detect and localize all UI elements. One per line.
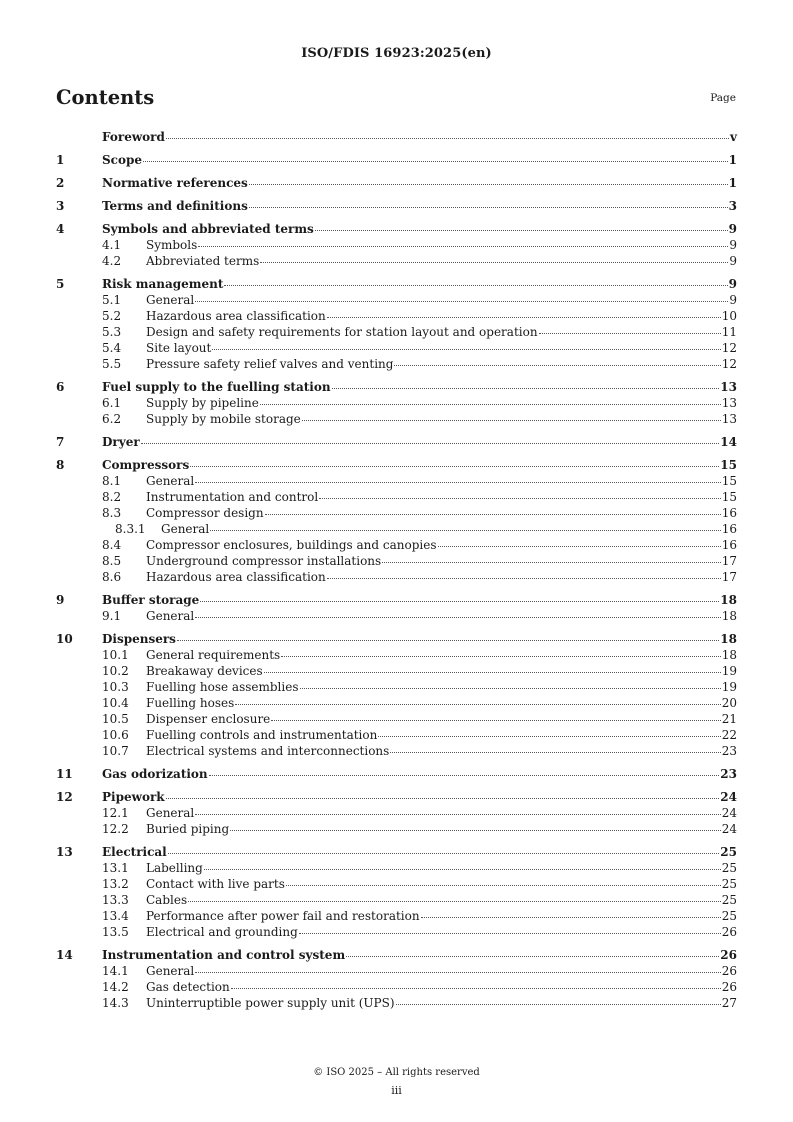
toc-entry-title[interactable]: Gas odorization xyxy=(102,767,208,781)
toc-entry[interactable] xyxy=(56,553,737,569)
toc-entry-title[interactable]: Dryer xyxy=(102,435,140,449)
toc-entry-number: 14.3 xyxy=(102,996,129,1010)
toc-entry-title[interactable]: Compressor design xyxy=(146,506,264,520)
toc-entry-title[interactable]: Underground compressor installations xyxy=(146,554,382,568)
toc-entry-number: 10.3 xyxy=(102,680,129,694)
toc-dot-leader xyxy=(302,420,721,421)
toc-entry-number: 5.2 xyxy=(102,309,122,323)
toc-entry-page[interactable]: 19 xyxy=(721,664,737,678)
toc-entry-title[interactable]: Contact with live parts xyxy=(146,877,285,891)
toc-entry-page[interactable]: 1 xyxy=(728,176,737,190)
toc-entry-page[interactable]: 27 xyxy=(721,996,737,1010)
toc-dot-leader xyxy=(286,885,721,886)
toc-entry-page[interactable]: 12 xyxy=(721,341,737,355)
toc-entry-page[interactable]: 10 xyxy=(721,309,737,323)
toc-entry-title[interactable]: Electrical xyxy=(102,845,167,859)
toc-entry-page[interactable]: 9 xyxy=(728,222,737,236)
toc-entry-page[interactable]: 26 xyxy=(720,948,737,962)
toc-entry-title[interactable]: Electrical systems and interconnections xyxy=(146,744,390,758)
toc-entry-page[interactable]: 11 xyxy=(721,325,737,339)
toc-entry-page[interactable]: 12 xyxy=(721,357,737,371)
toc-entry[interactable] xyxy=(56,844,737,860)
toc-entry-title[interactable]: Supply by pipeline xyxy=(146,396,259,410)
toc-entry[interactable] xyxy=(56,979,737,995)
toc-dot-leader xyxy=(141,443,720,444)
toc-entry-page[interactable]: 21 xyxy=(721,712,737,726)
toc-entry-number: 6.1 xyxy=(102,396,122,410)
toc-entry-number: 4.2 xyxy=(102,254,122,268)
toc-entry-page[interactable]: 25 xyxy=(721,877,737,891)
toc-entry-title[interactable]: General requirements xyxy=(146,648,281,662)
toc-entry[interactable] xyxy=(56,947,737,963)
toc-entry-title[interactable]: Dispensers xyxy=(102,632,176,646)
toc-entry[interactable] xyxy=(56,340,737,356)
toc-entry-number: 4.1 xyxy=(102,238,122,252)
toc-entry[interactable] xyxy=(56,253,737,269)
toc-dot-leader xyxy=(195,301,728,302)
toc-entry-page[interactable]: 15 xyxy=(720,458,737,472)
toc-entry-title[interactable]: Terms and definitions xyxy=(102,199,248,213)
toc-entry-title[interactable]: Instrumentation and control xyxy=(146,490,319,504)
toc-entry-number: 6 xyxy=(56,380,65,394)
toc-entry-number: 8.5 xyxy=(102,554,122,568)
toc-entry-title[interactable]: General xyxy=(146,293,195,307)
toc-entry-title[interactable]: Electrical and grounding xyxy=(146,925,298,939)
toc-entry-title[interactable]: Fuelling controls and instrumentation xyxy=(146,728,378,742)
toc-entry-page[interactable]: 17 xyxy=(721,570,737,584)
toc-entry[interactable] xyxy=(56,892,737,908)
table-of-contents xyxy=(56,129,737,1011)
toc-dot-leader xyxy=(209,775,720,776)
toc-dot-leader xyxy=(249,207,728,208)
toc-entry-page[interactable]: 18 xyxy=(720,593,737,607)
toc-dot-leader xyxy=(231,988,721,989)
toc-dot-leader xyxy=(143,161,728,162)
toc-entry-title[interactable]: Buffer storage xyxy=(102,593,200,607)
toc-entry[interactable] xyxy=(56,908,737,924)
toc-entry-page[interactable]: 24 xyxy=(720,790,737,804)
toc-entry-title[interactable]: Dispenser enclosure xyxy=(146,712,271,726)
toc-entry[interactable] xyxy=(56,766,737,782)
toc-entry-title[interactable]: Compressor enclosures, buildings and canopies xyxy=(146,538,437,552)
toc-entry-number: 10.4 xyxy=(102,696,129,710)
toc-entry-page[interactable]: 9 xyxy=(729,254,737,268)
toc-entry[interactable] xyxy=(56,963,737,979)
toc-entry[interactable] xyxy=(56,292,737,308)
contents-heading: Contents xyxy=(56,86,155,109)
toc-dot-leader xyxy=(264,672,721,673)
toc-entry[interactable] xyxy=(56,434,737,450)
toc-entry[interactable] xyxy=(56,276,737,292)
toc-entry[interactable] xyxy=(56,537,737,553)
toc-dot-leader xyxy=(212,349,720,350)
toc-entry-number: 2 xyxy=(56,176,65,190)
toc-entry[interactable] xyxy=(56,592,737,608)
toc-dot-leader xyxy=(378,736,720,737)
toc-entry[interactable] xyxy=(56,411,737,427)
toc-entry-number: 13.1 xyxy=(102,861,129,875)
toc-entry-title[interactable]: General xyxy=(146,474,195,488)
toc-entry[interactable] xyxy=(56,679,737,695)
toc-dot-leader xyxy=(249,184,728,185)
toc-entry-number: 13.2 xyxy=(102,877,129,891)
toc-entry-page[interactable]: 15 xyxy=(721,490,737,504)
toc-entry-title[interactable]: Buried piping xyxy=(146,822,230,836)
toc-dot-leader xyxy=(210,530,720,531)
toc-dot-leader xyxy=(539,333,721,334)
toc-dot-leader xyxy=(265,514,721,515)
toc-entry-number: 5.1 xyxy=(102,293,122,307)
toc-dot-leader xyxy=(188,901,721,902)
toc-entry[interactable] xyxy=(56,569,737,585)
toc-entry-title[interactable]: Symbols and abbreviated terms xyxy=(102,222,314,236)
toc-entry-number: 5 xyxy=(56,277,65,291)
copyright-notice: © ISO 2025 – All rights reserved xyxy=(313,1067,480,1078)
toc-dot-leader xyxy=(204,869,721,870)
toc-dot-leader xyxy=(200,601,719,602)
toc-entry[interactable] xyxy=(56,876,737,892)
toc-entry[interactable] xyxy=(56,489,737,505)
toc-entry-number: 13.5 xyxy=(102,925,129,939)
toc-dot-leader xyxy=(346,956,719,957)
toc-entry[interactable] xyxy=(56,395,737,411)
toc-dot-leader xyxy=(271,720,720,721)
toc-dot-leader xyxy=(299,933,721,934)
toc-entry-number: 10.2 xyxy=(102,664,129,678)
toc-entry-number: 12.2 xyxy=(102,822,129,836)
toc-entry[interactable] xyxy=(56,631,737,647)
toc-entry[interactable] xyxy=(56,308,737,324)
toc-entry-page[interactable]: 9 xyxy=(729,293,737,307)
toc-entry-page[interactable]: 18 xyxy=(721,609,737,623)
toc-entry-page[interactable]: 15 xyxy=(721,474,737,488)
toc-entry-title[interactable]: Site layout xyxy=(146,341,212,355)
toc-entry[interactable] xyxy=(56,221,737,237)
toc-dot-leader xyxy=(166,138,729,139)
toc-entry[interactable] xyxy=(56,379,737,395)
toc-entry-title[interactable]: Foreword xyxy=(102,130,165,144)
toc-entry-page[interactable]: 26 xyxy=(721,925,737,939)
toc-entry-title[interactable]: Abbreviated terms xyxy=(146,254,260,268)
toc-entry-title[interactable]: Performance after power fail and restoration xyxy=(146,909,420,923)
toc-entry-title[interactable]: Symbols xyxy=(146,238,198,252)
toc-entry-page[interactable]: 3 xyxy=(728,199,737,213)
toc-entry-page[interactable]: 25 xyxy=(721,909,737,923)
toc-entry-page[interactable]: 13 xyxy=(721,412,737,426)
toc-entry-number: 7 xyxy=(56,435,65,449)
toc-entry[interactable] xyxy=(56,727,737,743)
toc-entry-page[interactable]: 16 xyxy=(721,522,737,536)
page-number: iii xyxy=(391,1084,402,1097)
toc-entry-number: 14 xyxy=(56,948,73,962)
toc-entry[interactable] xyxy=(56,152,737,168)
toc-entry[interactable] xyxy=(56,995,737,1011)
toc-entry-number: 10.7 xyxy=(102,744,129,758)
toc-entry-title[interactable]: Uninterruptible power supply unit (UPS) xyxy=(146,996,395,1010)
toc-entry-number: 9 xyxy=(56,593,65,607)
toc-entry-title[interactable]: Breakaway devices xyxy=(146,664,263,678)
toc-entry[interactable] xyxy=(56,711,737,727)
toc-entry-page[interactable]: 1 xyxy=(728,153,737,167)
toc-entry-number: 10.1 xyxy=(102,648,129,662)
toc-entry-number: 10 xyxy=(56,632,73,646)
toc-entry-title[interactable]: Supply by mobile storage xyxy=(146,412,301,426)
toc-entry[interactable] xyxy=(56,473,737,489)
toc-entry[interactable] xyxy=(56,924,737,940)
toc-entry-title[interactable]: Fuelling hose assemblies xyxy=(146,680,299,694)
toc-entry[interactable] xyxy=(56,695,737,711)
toc-entry-number: 8 xyxy=(56,458,65,472)
toc-entry[interactable] xyxy=(56,860,737,876)
toc-entry-number: 12.1 xyxy=(102,806,129,820)
toc-dot-leader xyxy=(327,317,721,318)
toc-dot-leader xyxy=(235,704,720,705)
toc-entry-title[interactable]: General xyxy=(146,806,195,820)
toc-entry[interactable] xyxy=(56,198,737,214)
toc-entry-page[interactable]: 23 xyxy=(721,744,737,758)
toc-entry-title[interactable]: Instrumentation and control system xyxy=(102,948,346,962)
toc-entry-number: 14.2 xyxy=(102,980,129,994)
toc-entry[interactable] xyxy=(56,821,737,837)
toc-entry[interactable] xyxy=(56,647,737,663)
toc-dot-leader xyxy=(260,262,728,263)
toc-dot-leader xyxy=(390,752,720,753)
toc-dot-leader xyxy=(190,466,719,467)
toc-entry-number: 6.2 xyxy=(102,412,122,426)
toc-dot-leader xyxy=(224,285,727,286)
toc-entry-number: 8.3 xyxy=(102,506,122,520)
toc-entry-page[interactable]: 24 xyxy=(721,822,737,836)
toc-entry-page[interactable]: 17 xyxy=(721,554,737,568)
toc-entry-page[interactable]: 13 xyxy=(721,396,737,410)
toc-entry-title[interactable]: Cables xyxy=(146,893,188,907)
toc-dot-leader xyxy=(230,830,721,831)
toc-entry-number: 13 xyxy=(56,845,73,859)
toc-entry-title[interactable]: Scope xyxy=(102,153,143,167)
toc-entry-title[interactable]: Pipework xyxy=(102,790,165,804)
toc-entry-page[interactable]: 13 xyxy=(720,380,737,394)
toc-entry-title[interactable]: Hazardous area classification xyxy=(146,570,326,584)
toc-entry-title[interactable]: Fuel supply to the fuelling station xyxy=(102,380,331,394)
toc-dot-leader xyxy=(168,853,720,854)
toc-entry-title[interactable]: Normative references xyxy=(102,176,248,190)
toc-dot-leader xyxy=(396,1004,721,1005)
toc-entry-title[interactable]: General xyxy=(146,609,195,623)
toc-entry-page[interactable]: 18 xyxy=(720,632,737,646)
toc-entry-number: 3 xyxy=(56,199,65,213)
toc-entry-number: 4 xyxy=(56,222,65,236)
toc-entry-page[interactable]: 25 xyxy=(721,893,737,907)
toc-entry-number: 13.4 xyxy=(102,909,129,923)
toc-entry-page[interactable]: 25 xyxy=(720,845,737,859)
toc-entry-page[interactable]: 19 xyxy=(721,680,737,694)
toc-entry[interactable] xyxy=(56,608,737,624)
toc-entry-number: 9.1 xyxy=(102,609,122,623)
toc-entry-number: 11 xyxy=(56,767,73,781)
toc-entry-number: 13.3 xyxy=(102,893,129,907)
toc-dot-leader xyxy=(332,388,720,389)
toc-dot-leader xyxy=(300,688,721,689)
toc-dot-leader xyxy=(315,230,728,231)
toc-entry-page[interactable]: 14 xyxy=(720,435,737,449)
toc-entry-title[interactable]: Labelling xyxy=(146,861,203,875)
page-column-label: Page xyxy=(710,92,736,104)
toc-entry-number: 10.6 xyxy=(102,728,129,742)
toc-entry[interactable] xyxy=(56,175,737,191)
toc-entry[interactable] xyxy=(56,457,737,473)
toc-dot-leader xyxy=(382,562,721,563)
toc-entry-page[interactable]: 23 xyxy=(720,767,737,781)
toc-dot-leader xyxy=(421,917,721,918)
toc-entry-title[interactable]: Pressure safety relief valves and venting xyxy=(146,357,394,371)
toc-entry-title[interactable]: General xyxy=(146,964,195,978)
toc-dot-leader xyxy=(195,972,720,973)
toc-entry[interactable] xyxy=(56,505,737,521)
toc-entry-number: 8.1 xyxy=(102,474,122,488)
toc-entry-title[interactable]: Risk management xyxy=(102,277,224,291)
toc-entry[interactable] xyxy=(56,521,737,537)
toc-entry-number: 10.5 xyxy=(102,712,129,726)
toc-entry-number: 5.3 xyxy=(102,325,122,339)
toc-entry-number: 8.4 xyxy=(102,538,122,552)
toc-entry-page[interactable]: 24 xyxy=(721,806,737,820)
toc-entry-title[interactable]: Design and safety requirements for station layout and operation xyxy=(146,325,538,339)
toc-dot-leader xyxy=(177,640,719,641)
toc-dot-leader xyxy=(166,798,720,799)
toc-entry[interactable] xyxy=(56,356,737,372)
toc-entry[interactable] xyxy=(56,324,737,340)
toc-entry-page[interactable]: 20 xyxy=(721,696,737,710)
toc-dot-leader xyxy=(281,656,721,657)
toc-dot-leader xyxy=(327,578,721,579)
toc-entry-page[interactable]: 25 xyxy=(721,861,737,875)
toc-entry-page[interactable]: 9 xyxy=(728,277,737,291)
toc-dot-leader xyxy=(438,546,721,547)
toc-entry-number: 1 xyxy=(56,153,65,167)
toc-dot-leader xyxy=(195,814,720,815)
toc-entry-number: 8.6 xyxy=(102,570,122,584)
toc-entry-number: 5.5 xyxy=(102,357,122,371)
toc-entry-page[interactable]: 18 xyxy=(721,648,737,662)
toc-entry-number: 12 xyxy=(56,790,73,804)
document-id-header: ISO/FDIS 16923:2025(en) xyxy=(301,46,492,61)
toc-dot-leader xyxy=(198,246,728,247)
toc-dot-leader xyxy=(394,365,720,366)
toc-entry-page[interactable]: 26 xyxy=(721,980,737,994)
toc-entry[interactable] xyxy=(56,789,737,805)
toc-dot-leader xyxy=(319,498,721,499)
toc-entry-page[interactable]: 16 xyxy=(721,506,737,520)
toc-entry[interactable] xyxy=(56,663,737,679)
toc-entry[interactable] xyxy=(56,805,737,821)
toc-dot-leader xyxy=(195,482,720,483)
toc-entry-title[interactable]: Hazardous area classification xyxy=(146,309,326,323)
toc-dot-leader xyxy=(260,404,721,405)
toc-entry-page[interactable]: 16 xyxy=(721,538,737,552)
toc-entry-number: 14.1 xyxy=(102,964,129,978)
toc-entry-title[interactable]: Gas detection xyxy=(146,980,230,994)
toc-entry-page[interactable]: 26 xyxy=(721,964,737,978)
toc-entry-title[interactable]: Fuelling hoses xyxy=(146,696,235,710)
toc-entry-title[interactable]: General xyxy=(161,522,210,536)
toc-entry-title[interactable]: Compressors xyxy=(102,458,190,472)
toc-entry-number: 8.2 xyxy=(102,490,122,504)
toc-entry[interactable] xyxy=(56,743,737,759)
toc-entry-page[interactable]: v xyxy=(730,130,737,144)
toc-entry-page[interactable]: 22 xyxy=(721,728,737,742)
toc-entry[interactable] xyxy=(56,129,737,145)
toc-entry-number: 5.4 xyxy=(102,341,122,355)
toc-entry[interactable] xyxy=(56,237,737,253)
toc-entry-page[interactable]: 9 xyxy=(729,238,737,252)
toc-entry-number: 8.3.1 xyxy=(115,522,146,536)
toc-dot-leader xyxy=(195,617,720,618)
